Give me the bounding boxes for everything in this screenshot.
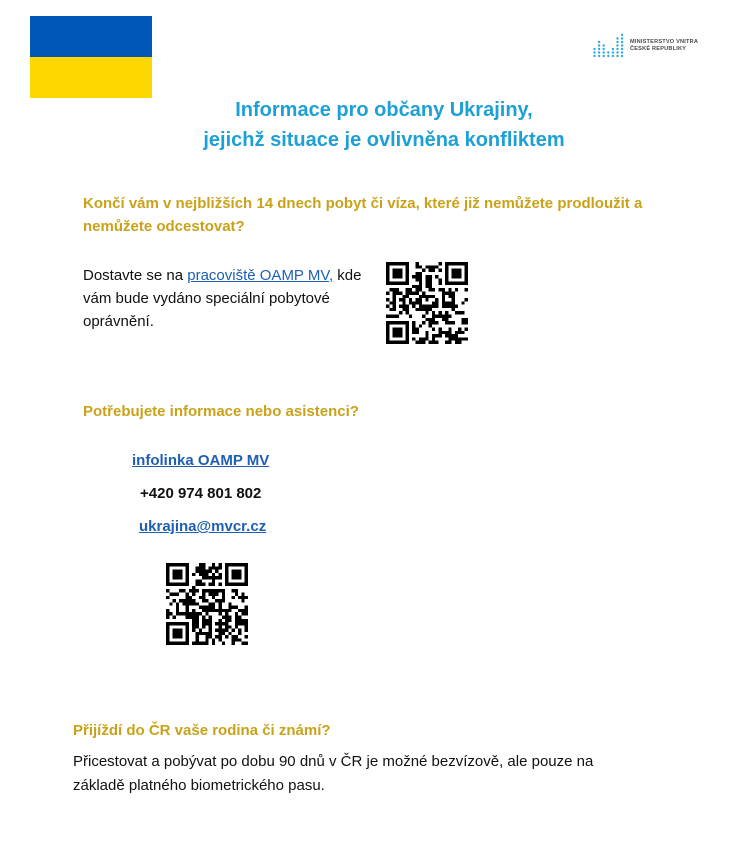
body-text-before: Dostavte se na <box>83 267 188 284</box>
ministry-logo-text <box>630 39 698 53</box>
page-title <box>0 95 748 155</box>
oamp-office-link[interactable]: pracoviště OAMP MV, <box>187 267 334 284</box>
section-body-family: Přicestovat a pobývat po dobu 90 dnů v ČR je možné bezvízově, ale pouze na základě platného biometrického pasu. <box>73 753 594 794</box>
infoline-link[interactable]: infolinka OAMP MV <box>132 452 270 469</box>
ukraine-flag <box>30 16 152 98</box>
title-line-2: jejichž situace je ovlivněna konfliktem <box>203 129 565 151</box>
email-link[interactable]: ukrajina@mvcr.cz <box>139 518 267 535</box>
flag-blue-stripe <box>30 16 152 57</box>
section-body-visa-ending <box>83 264 363 333</box>
section-heading-visa-ending: Končí vám v nejbližších 14 dnech pobyt či víza, které již nemůžete prodloužit a nemůžete odcestovat? <box>83 195 643 235</box>
body-text-after: kde vám bude vydáno speciální pobytové oprávnění. <box>83 267 362 330</box>
title-line-1: Informace pro občany Ukrajiny, <box>235 99 533 121</box>
section-heading-family: Přijíždí do ČR vaše rodina či známí? <box>73 722 331 739</box>
qr-code-offices[interactable] <box>386 262 468 344</box>
phone-number: +420 974 801 802 <box>140 485 262 502</box>
logo-line-2: ČESKÉ REPUBLIKY <box>630 46 687 52</box>
section-heading-assistance: Potřebujete informace nebo asistenci? <box>83 403 359 420</box>
flag-yellow-stripe <box>30 57 152 98</box>
ministry-logo <box>592 30 702 62</box>
ministry-logo-icon <box>592 30 626 58</box>
qr-code-infoline[interactable] <box>166 563 248 645</box>
logo-line-1: MINISTERSTVO VNITRA <box>630 39 699 45</box>
